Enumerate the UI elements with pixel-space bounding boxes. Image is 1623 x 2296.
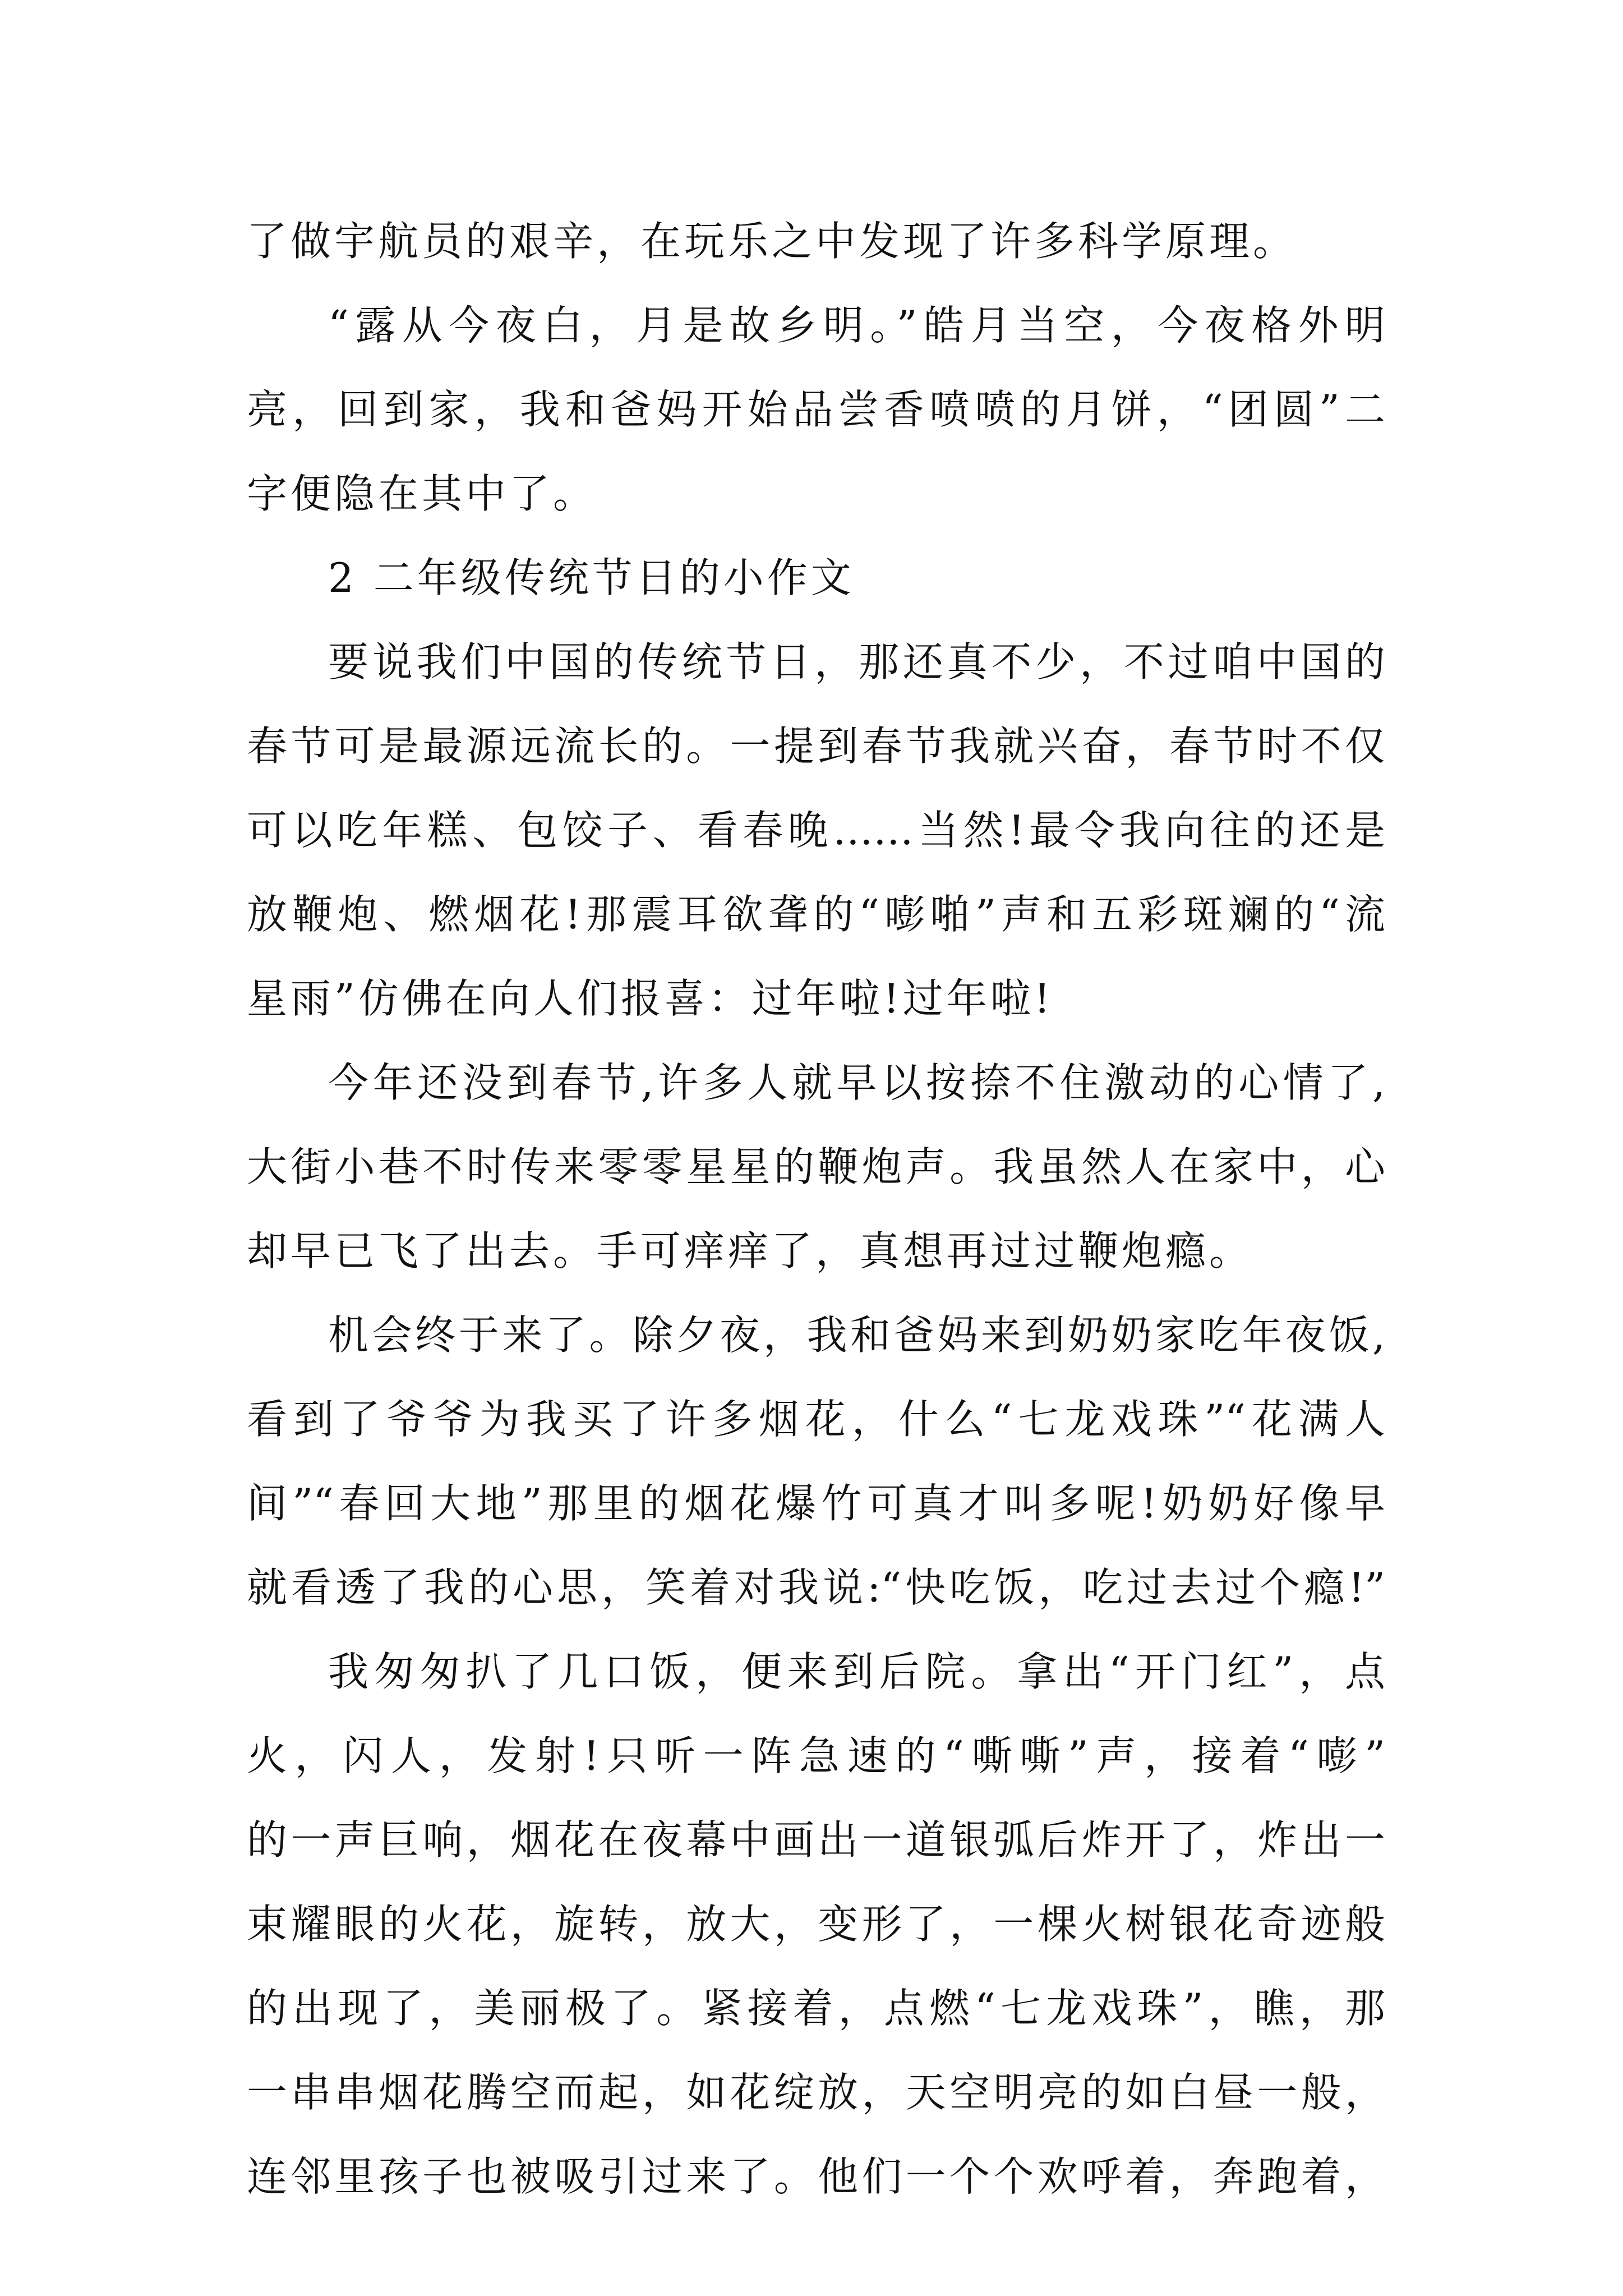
text-line: 大街小巷不时传来零零星星的鞭炮声。我虽然人在家中，心 [247, 1143, 1385, 1190]
text-line: 亮，回到家，我和爸妈开始品尝香喷喷的月饼，“团圆”二 [247, 386, 1385, 433]
text-line: 星雨”仿佛在向人们报喜：过年啦!过年啦! [247, 975, 1054, 1022]
text-line: 就看透了我的心思，笑着对我说:“快吃饭，吃过去过个瘾!” [247, 1564, 1385, 1611]
text-line: 连邻里孩子也被吸引过来了。他们一个个欢呼着，奔跑着， [247, 2153, 1385, 2200]
text-line: 机会终于来了。除夕夜，我和爸妈来到奶奶家吃年夜饭, [328, 1312, 1385, 1359]
text-line: 的出现了，美丽极了。紧接着，点燃“七龙戏珠”，瞧，那 [247, 1985, 1385, 2032]
text-line: 今年还没到春节,许多人就早以按捺不住激动的心情了, [328, 1059, 1385, 1106]
text-line: 可以吃年糕、包饺子、看春晚……当然!最令我向往的还是 [247, 807, 1385, 854]
text-line: 要说我们中国的传统节日，那还真不少，不过咱中国的 [328, 638, 1385, 685]
text-line: 我匆匆扒了几口饭，便来到后院。拿出“开门红”，点 [328, 1648, 1385, 1695]
section-heading: 2 二年级传统节日的小作文 [328, 554, 855, 601]
text-line: 放鞭炮、燃烟花!那震耳欲聋的“嘭啪”声和五彩斑斓的“流 [247, 891, 1385, 938]
text-line: 了做宇航员的艰辛，在玩乐之中发现了许多科学原理。 [247, 218, 1297, 265]
text-line: 一串串烟花腾空而起，如花绽放，天空明亮的如白昼一般， [247, 2069, 1385, 2116]
text-line: 春节可是最源远流长的。一提到春节我就兴奋，春节时不仅 [247, 723, 1385, 770]
text-line: 火，闪人，发射!只听一阵急速的“嘶嘶”声，接着“嘭” [247, 1732, 1385, 1779]
text-line: 却早已飞了出去。手可痒痒了，真想再过过鞭炮瘾。 [247, 1227, 1253, 1274]
text-line: 间”“春回大地”那里的烟花爆竹可真才叫多呢!奶奶好像早 [247, 1480, 1385, 1527]
text-line: “露从今夜白，月是故乡明。”皓月当空，今夜格外明 [328, 302, 1385, 349]
text-line: 束耀眼的火花，旋转，放大，变形了，一棵火树银花奇迹般 [247, 1901, 1385, 1948]
text-line: 看到了爷爷为我买了许多烟花，什么“七龙戏珠”“花满人 [247, 1396, 1385, 1443]
text-line: 字便隐在其中了。 [247, 470, 597, 517]
text-line: 的一声巨响，烟花在夜幕中画出一道银弧后炸开了，炸出一 [247, 1816, 1385, 1864]
